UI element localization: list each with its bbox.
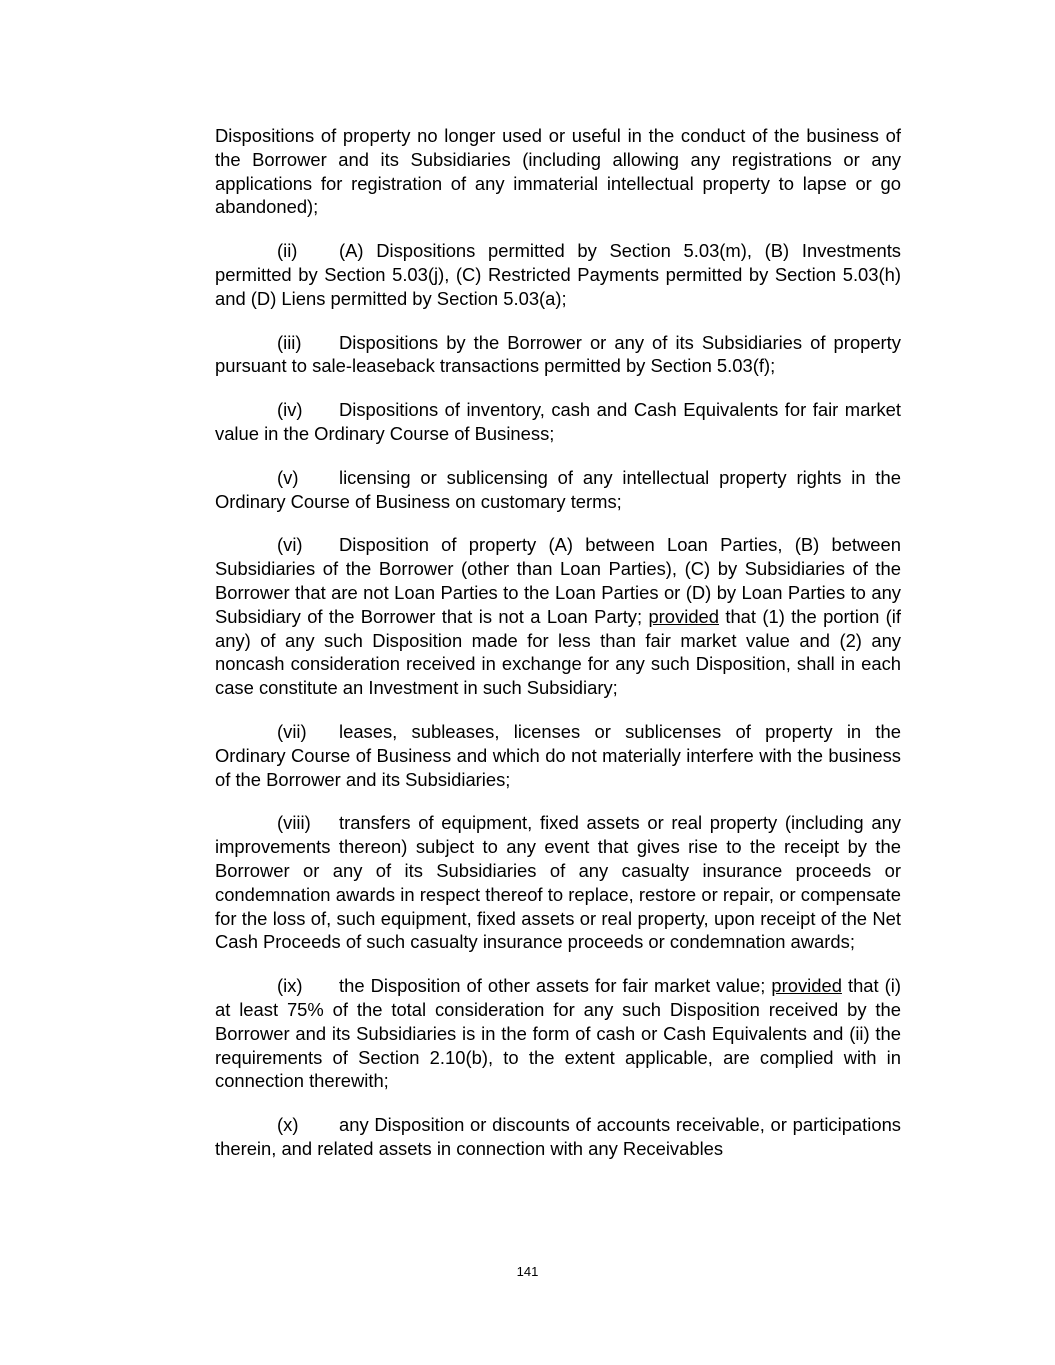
clause-v [215,466,901,514]
clause-text-after: that (1) the portion (if any) of any such Disposition made for less than fair market value and (2) any noncash consideration received in exchange for any such Disposition, shall in each case constitute an Investment in such Subsidiary; [215,605,901,699]
clause-text: Dispositions by the Borrower or any of its Subsidiaries of property pursuant to sale-leaseback transactions permitted by Section 5.03(f); [215,331,901,377]
clause-text: any Disposition or discounts of accounts receivable, or participations therein, and related assets in connection with any Receivables [215,1114,901,1159]
clause-number: (x) [277,1114,299,1136]
clause-number: (v) [277,466,299,488]
clause-ii [215,239,901,310]
clause-text-before: the Disposition of other assets for fair market value; [339,975,766,997]
clause-text-before: Disposition of property (A) between Loan Parties, (B) between Subsidiaries of the Borrower (other than Loan Parties), (C) by Subsidiaries of the Borrower that are not Loan Parties to the Loan Parties or (D) by Loan Parties to any Subsidiary of the Borrower that is not a Loan Party; [215,534,901,627]
clause-number: (vii) [277,720,307,742]
clause-text: (A) Dispositions permitted by Section 5.03(m), (B) Investments permitted by Section 5.03(j), (C) Restricted Payments permitted by Section 5.03(h) and (D) Liens permitted by Section 5.03(a); [215,240,901,309]
clause-iii [215,331,901,379]
clause-text: licensing or sublicensing of any intellectual property rights in the Ordinary Course of Business on customary terms; [215,466,901,512]
document-body [215,124,901,1161]
clause-text: Dispositions of inventory, cash and Cash Equivalents for fair market value in the Ordinary Course of Business; [215,399,901,444]
clause-text: leases, subleases, licenses or sublicenses of property in the Ordinary Course of Business and which do not materially interfere with the business of the Borrower and its Subsidiaries; [215,720,901,790]
clause-vi [215,533,901,700]
provided-term: provided [648,605,719,627]
clause-viii [215,811,901,954]
clause-number: (iii) [277,331,302,353]
provided-term: provided [771,975,842,997]
clause-number: (iv) [277,399,303,421]
clause-ix [215,974,901,1093]
clause-iv [215,398,901,446]
clause-text: transfers of equipment, fixed assets or real property (including any improvements thereon) subject to any event that gives rise to the receipt by the Borrower or any of its Subsidiaries of any casualty insurance proceeds or condemnation awards in respect thereof to replace, restore or repair, or compensate for the loss of, such equipment, fixed assets or real property, upon receipt of the Net Cash Proceeds of such casualty insurance proceeds or condemnation awards; [215,812,901,953]
clause-number: (ix) [277,975,303,997]
intro-paragraph: Dispositions of property no longer used or useful in the conduct of the business of the Borrower and its Subsidiaries (including allowing any registrations or any applications for registration of any immaterial intellectual property to lapse or go abandoned); [215,125,901,218]
clause-number: (viii) [277,812,311,834]
clause-number: (ii) [277,240,298,262]
clause-text-after: that (i) at least 75% of the total consideration for any such Disposition received by the Borrower and its Subsidiaries is in the form of cash or Cash Equivalents and (ii) the requirements of Section 2.10(b), to the extent applicable, are complied with in connection therewith; [215,975,901,1092]
clause-number: (vi) [277,534,303,556]
clause-vii [215,720,901,791]
clause-x [215,1113,901,1161]
page-number: 141 [516,1264,539,1279]
